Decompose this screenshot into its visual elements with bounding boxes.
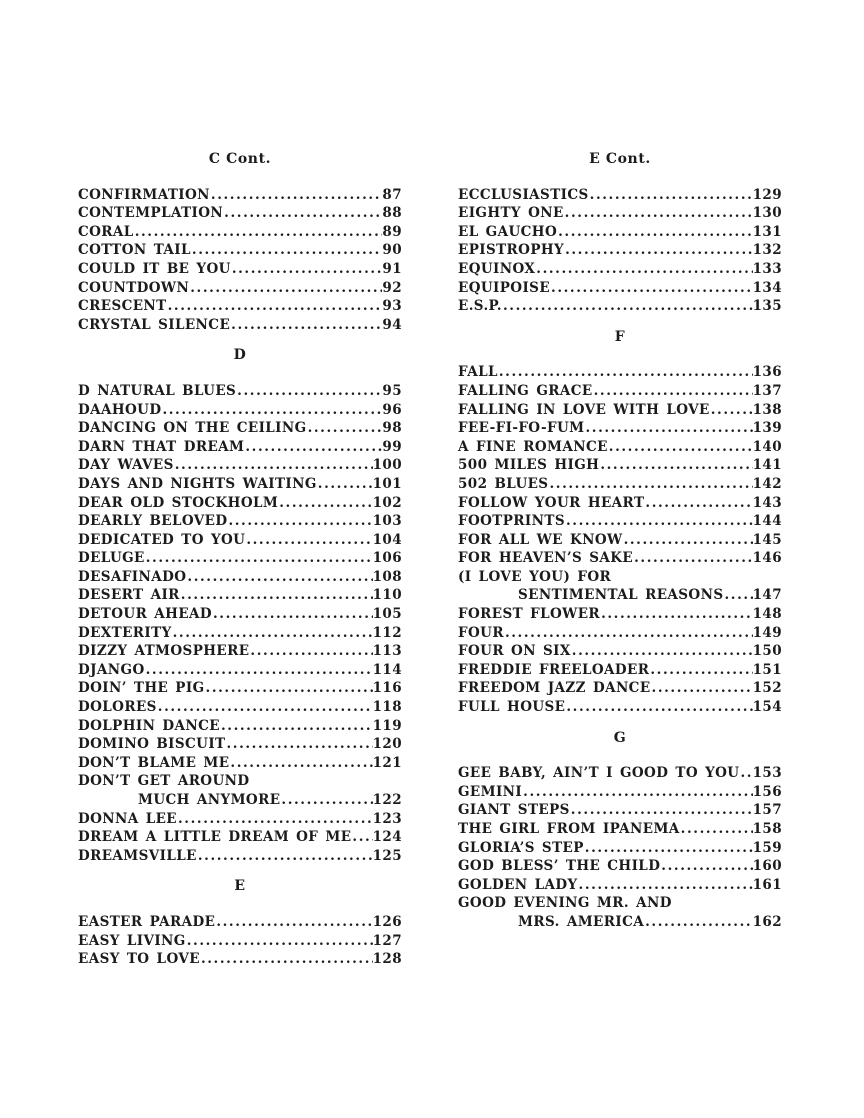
entry-title: SENTIMENTAL REASONS <box>518 587 724 604</box>
page-number: 108 <box>372 568 402 585</box>
page-number: 137 <box>752 382 782 399</box>
page-number: 141 <box>752 457 782 474</box>
index-entry <box>78 223 402 242</box>
entry-title: DEDICATED TO YOU <box>78 531 246 548</box>
entry-title: DETOUR AHEAD <box>78 606 212 623</box>
entry-title: GOOD EVENING MR. AND <box>458 895 672 912</box>
entry-title: FOOTPRINTS <box>458 513 565 530</box>
page-number: 136 <box>752 364 782 381</box>
dot-leader <box>498 363 753 382</box>
index-entry <box>78 950 402 969</box>
dot-leader <box>565 698 752 717</box>
index-entry <box>78 456 402 475</box>
index-section <box>458 150 782 316</box>
entry-title: GIANT STEPS <box>458 802 570 819</box>
entry-title: CONTEMPLATION <box>78 205 224 222</box>
page-number: 116 <box>372 680 402 697</box>
page-number: 161 <box>752 876 782 893</box>
index-entry-wrap-first <box>78 772 402 791</box>
page-number: 158 <box>752 821 782 837</box>
dot-leader <box>180 586 373 605</box>
index-column-1 <box>78 150 402 969</box>
dot-leader <box>578 876 753 895</box>
dot-leader <box>548 475 752 494</box>
dot-leader <box>710 401 753 420</box>
dot-leader <box>191 241 383 260</box>
page-number: 100 <box>372 457 402 474</box>
index-entry <box>458 260 782 279</box>
index-entry <box>458 363 782 382</box>
entry-title: EQUIPOISE <box>458 279 551 296</box>
dot-leader <box>223 204 382 223</box>
page-number: 129 <box>752 186 782 203</box>
dot-leader <box>244 438 382 457</box>
dot-leader <box>174 456 373 475</box>
index-entry <box>78 475 402 494</box>
entry-title: GEE BABY, AIN’T I GOOD TO YOU <box>458 765 740 782</box>
entry-title: DAYS AND NIGHTS WAITING <box>78 475 317 492</box>
entry-title: COTTON TAIL <box>78 242 191 259</box>
page-number: 98 <box>382 420 402 437</box>
section-heading: E <box>234 878 246 895</box>
page-number: 126 <box>372 913 402 930</box>
dot-leader <box>229 754 372 773</box>
page-number: 120 <box>372 736 402 753</box>
dot-leader <box>197 847 373 866</box>
dot-leader <box>134 223 383 242</box>
entry-title: FOR ALL WE KNOW <box>458 531 623 548</box>
index-entry <box>458 297 782 316</box>
entry-title: EIGHTY ONE <box>458 205 564 222</box>
entry-title: GLORIA’S STEP <box>458 839 584 856</box>
entry-title: THE GIRL FROM IPANEMA <box>458 821 680 837</box>
page-number: 125 <box>372 847 402 864</box>
entry-title: MRS. AMERICA <box>518 913 645 930</box>
dot-leader <box>502 297 753 316</box>
index-entry <box>458 642 782 661</box>
entry-title: DANCING ON THE CEILING <box>78 420 307 437</box>
dot-leader <box>215 913 372 932</box>
index-entry <box>78 735 402 754</box>
index-entry <box>78 754 402 773</box>
index-section <box>78 150 402 334</box>
dot-leader <box>220 717 373 736</box>
page-number: 96 <box>382 401 402 418</box>
dot-leader <box>161 401 382 420</box>
page-number: 133 <box>752 260 782 277</box>
page-number: 119 <box>372 717 402 734</box>
dot-leader <box>230 316 382 335</box>
page-number: 124 <box>372 829 402 846</box>
entry-title: DREAM A LITTLE DREAM OF ME <box>78 829 352 846</box>
index-entry <box>458 605 782 624</box>
page-number: 143 <box>752 494 782 511</box>
index-entry <box>78 932 402 951</box>
entry-title: EPISTROPHY <box>458 242 565 259</box>
dot-leader <box>307 419 383 438</box>
page-number: 123 <box>372 810 402 827</box>
page-number: 154 <box>752 699 782 716</box>
page-number: 118 <box>372 699 402 716</box>
dot-leader <box>593 382 753 401</box>
index-entry <box>78 828 402 847</box>
dot-leader <box>600 605 753 624</box>
index-entry <box>78 260 402 279</box>
dot-leader <box>522 783 752 802</box>
index-entry <box>458 661 782 680</box>
entry-title: FULL HOUSE <box>458 699 566 716</box>
page-number: 103 <box>372 513 402 530</box>
page-number: 152 <box>752 680 782 697</box>
dot-leader <box>205 679 373 698</box>
entry-title: D NATURAL BLUES <box>78 382 237 399</box>
page-number: 131 <box>752 223 782 240</box>
entry-title: A FINE ROMANCE <box>458 438 608 455</box>
index-entry <box>78 679 402 698</box>
index-entry <box>78 297 402 316</box>
entry-title: 500 MILES HIGH <box>458 457 600 474</box>
page-number: 121 <box>372 754 402 771</box>
dot-leader <box>660 857 752 876</box>
page-number: 160 <box>752 858 782 875</box>
index-entry <box>78 531 402 550</box>
page-number: 156 <box>752 783 782 800</box>
index-entry <box>458 679 782 698</box>
dot-leader <box>644 913 753 932</box>
page-number: 146 <box>752 550 782 567</box>
index-entry-wrap-cont <box>78 791 402 810</box>
dot-leader <box>157 698 373 717</box>
section-heading: G <box>613 729 627 746</box>
page-number: 95 <box>382 382 402 399</box>
entry-title: FREDDIE FREELOADER <box>458 661 650 678</box>
page-number: 132 <box>752 242 782 259</box>
index-entry <box>78 698 402 717</box>
page-number: 88 <box>382 205 402 222</box>
page-number: 112 <box>372 624 402 641</box>
index-section <box>458 328 782 717</box>
dot-leader <box>172 624 373 643</box>
section-heading: C Cont. <box>208 151 272 167</box>
page-number: 105 <box>372 606 402 623</box>
index-entry <box>458 438 782 457</box>
entry-title: DJANGO <box>78 661 145 678</box>
dot-leader <box>189 279 382 298</box>
dot-leader <box>227 512 372 531</box>
index-entry <box>78 549 402 568</box>
page-number: 92 <box>382 279 402 296</box>
page-number: 148 <box>752 606 782 623</box>
entry-title: EASTER PARADE <box>78 913 216 930</box>
page-number: 122 <box>372 792 402 808</box>
index-entry <box>458 549 782 568</box>
dot-leader <box>200 950 373 969</box>
index-entry <box>458 456 782 475</box>
index-entry-wrap-first <box>458 894 782 913</box>
index-entry <box>78 438 402 457</box>
dot-leader <box>651 679 753 698</box>
page-number: 151 <box>752 661 782 678</box>
entry-title: 502 BLUES <box>458 475 549 492</box>
entry-title: EASY TO LOVE <box>78 951 200 968</box>
page-number: 150 <box>752 643 782 660</box>
page-number: 127 <box>372 932 402 949</box>
dot-leader <box>571 642 753 661</box>
index-entry <box>78 204 402 223</box>
dot-leader <box>550 279 753 298</box>
entry-title: DEXTERITY <box>78 624 172 641</box>
page-number: 159 <box>752 839 782 856</box>
entry-title: FOLLOW YOUR HEART <box>458 494 645 511</box>
page-number: 128 <box>372 951 402 968</box>
page-number: 104 <box>372 531 402 548</box>
index-entry <box>78 512 402 531</box>
index-entry-wrap-first <box>458 568 782 587</box>
dot-leader <box>535 260 752 279</box>
dot-leader <box>644 494 752 513</box>
page-number: 139 <box>752 420 782 437</box>
page-number: 138 <box>752 401 782 418</box>
index-entry <box>78 419 402 438</box>
index-entry <box>458 475 782 494</box>
index-entry <box>458 512 782 531</box>
entry-title: DEARLY BELOVED <box>78 513 228 530</box>
dot-leader <box>599 456 752 475</box>
dot-leader <box>177 810 373 829</box>
index-entry <box>78 568 402 587</box>
dot-leader <box>186 932 373 951</box>
index-entry <box>78 494 402 513</box>
page-number: 110 <box>372 587 402 604</box>
index-entry <box>78 186 402 205</box>
dot-leader <box>245 531 372 550</box>
page-number: 134 <box>752 279 782 296</box>
page-number: 157 <box>752 802 782 819</box>
page-number: 101 <box>372 475 402 492</box>
dot-leader <box>584 419 752 438</box>
index-entry <box>458 783 782 802</box>
index-entry <box>78 913 402 932</box>
dot-leader <box>589 186 753 205</box>
entry-title: GEMINI <box>458 783 523 800</box>
entry-title: (I LOVE YOU) FOR <box>458 568 612 585</box>
page-number: 87 <box>382 186 402 203</box>
page-number: 135 <box>752 298 782 315</box>
index-entry <box>78 847 402 866</box>
entry-title: DONNA LEE <box>78 810 177 827</box>
entry-title: COUNTDOWN <box>78 279 190 296</box>
dot-leader <box>564 204 753 223</box>
dot-leader <box>167 297 383 316</box>
index-entry <box>458 876 782 895</box>
dot-leader <box>210 186 383 205</box>
entry-title: CONFIRMATION <box>78 186 210 203</box>
index-entry <box>78 661 402 680</box>
dot-leader <box>225 735 372 754</box>
entry-title: E.S.P. <box>458 298 502 315</box>
page-number: 106 <box>372 550 402 567</box>
dot-leader <box>649 661 752 680</box>
entry-title: DON’T GET AROUND <box>78 773 250 790</box>
dot-leader <box>317 475 373 494</box>
entry-title: FALLING GRACE <box>458 382 593 399</box>
dot-leader <box>212 605 373 624</box>
section-heading: F <box>614 328 626 345</box>
entry-title: GOD BLESS’ THE CHILD <box>458 858 661 875</box>
index-section <box>78 346 402 865</box>
entry-title: EL GAUCHO <box>458 223 558 240</box>
index-entry <box>458 624 782 643</box>
page-number: 91 <box>382 260 402 277</box>
index-entry <box>458 223 782 242</box>
page-number: 130 <box>752 205 782 222</box>
entry-title: DARN THAT DREAM <box>78 438 245 455</box>
entry-title: DAAHOUD <box>78 401 162 418</box>
dot-leader <box>231 260 383 279</box>
entry-title: FOUR <box>458 624 504 641</box>
entry-title: CRESCENT <box>78 298 167 315</box>
index-entry <box>78 605 402 624</box>
index-entry <box>458 820 782 839</box>
page-number: 140 <box>752 438 782 455</box>
index-column-2 <box>458 150 782 969</box>
entry-title: FEE-FI-FO-FUM <box>458 420 585 437</box>
entry-title: EASY LIVING <box>78 932 186 949</box>
dot-leader <box>739 764 752 783</box>
entry-title: COULD IT BE YOU <box>78 260 231 277</box>
entry-title: DAY WAVES <box>78 457 174 474</box>
index-entry <box>78 642 402 661</box>
entry-title: CRYSTAL SILENCE <box>78 316 231 333</box>
index-entry <box>458 204 782 223</box>
dot-leader <box>186 568 372 587</box>
dot-leader <box>565 512 753 531</box>
dot-leader <box>723 586 752 605</box>
index-entry <box>458 531 782 550</box>
entry-title: FREEDOM JAZZ DANCE <box>458 680 651 697</box>
dot-leader <box>564 241 753 260</box>
index-entry <box>458 401 782 420</box>
entry-title: DOLPHIN DANCE <box>78 717 220 734</box>
entry-title: GOLDEN LADY <box>458 876 578 893</box>
index-entry <box>78 586 402 605</box>
entry-title: CORAL <box>78 223 134 240</box>
entry-title: DESERT AIR <box>78 587 180 604</box>
entry-title: ECCLUSIASTICS <box>458 186 589 203</box>
index-entry <box>458 241 782 260</box>
page-number: 147 <box>752 587 782 604</box>
index-entry <box>78 624 402 643</box>
dot-leader <box>278 494 372 513</box>
index-entry-wrap-cont <box>458 913 782 932</box>
page-number: 162 <box>752 913 782 930</box>
dot-leader <box>145 549 373 568</box>
entry-title: DELUGE <box>78 550 145 567</box>
index-entry <box>78 316 402 335</box>
page-number: 93 <box>382 298 402 315</box>
index-entry-wrap-cont <box>458 586 782 605</box>
section-heading: D <box>233 347 247 364</box>
entry-title: DESAFINADO <box>78 568 187 585</box>
index-entry <box>458 419 782 438</box>
section-heading: E Cont. <box>589 151 651 167</box>
dot-leader <box>570 801 753 820</box>
index-section <box>458 729 782 932</box>
entry-title: DOIN’ THE PIG <box>78 680 205 697</box>
dot-leader <box>504 624 753 643</box>
index-entry <box>78 810 402 829</box>
entry-title: MUCH ANYMORE <box>138 792 281 808</box>
dot-leader <box>249 642 372 661</box>
entry-title: FOR HEAVEN’S SAKE <box>458 550 634 567</box>
dot-leader <box>236 382 382 401</box>
entry-title: EQUINOX <box>458 260 536 277</box>
index-entry <box>78 382 402 401</box>
page-number: 144 <box>752 513 782 530</box>
entry-title: FALLING IN LOVE WITH LOVE <box>458 401 710 418</box>
page-number: 142 <box>752 475 782 492</box>
page-number: 114 <box>372 661 402 678</box>
dot-leader <box>557 223 752 242</box>
dot-leader <box>145 661 373 680</box>
page-number: 145 <box>752 531 782 548</box>
entry-title: DEAR OLD STOCKHOLM <box>78 494 279 511</box>
index-entry <box>458 801 782 820</box>
index-section <box>78 877 402 968</box>
index-entry <box>458 382 782 401</box>
dot-leader <box>351 828 372 847</box>
index-entry <box>458 186 782 205</box>
page-number: 89 <box>382 223 402 240</box>
entry-title: DOMINO BISCUIT <box>78 736 226 753</box>
index-entry <box>458 494 782 513</box>
page-number: 99 <box>382 438 402 455</box>
index-entry <box>458 839 782 858</box>
dot-leader <box>633 549 753 568</box>
index-entry <box>458 698 782 717</box>
dot-leader <box>584 839 753 858</box>
entry-title: FALL <box>458 364 498 381</box>
entry-title: DOLORES <box>78 699 157 716</box>
page-number: 113 <box>372 643 402 660</box>
page-number: 102 <box>372 494 402 511</box>
entry-title: DREAMSVILLE <box>78 847 197 864</box>
index-entry <box>78 279 402 298</box>
dot-leader <box>608 438 753 457</box>
dot-leader <box>623 531 753 550</box>
dot-leader <box>280 791 372 810</box>
entry-title: DIZZY ATMOSPHERE <box>78 643 250 660</box>
page-number: 153 <box>752 765 782 782</box>
index-entry <box>458 857 782 876</box>
dot-leader <box>680 820 753 839</box>
page-number: 149 <box>752 624 782 641</box>
index-entry <box>458 764 782 783</box>
index-entry <box>78 401 402 420</box>
index-entry <box>78 241 402 260</box>
page-number: 90 <box>382 242 402 259</box>
entry-title: DON’T BLAME ME <box>78 754 230 771</box>
entry-title: FOUR ON SIX <box>458 643 571 660</box>
page-number: 94 <box>382 316 402 333</box>
entry-title: FOREST FLOWER <box>458 606 601 623</box>
index-entry <box>458 279 782 298</box>
index-entry <box>78 717 402 736</box>
